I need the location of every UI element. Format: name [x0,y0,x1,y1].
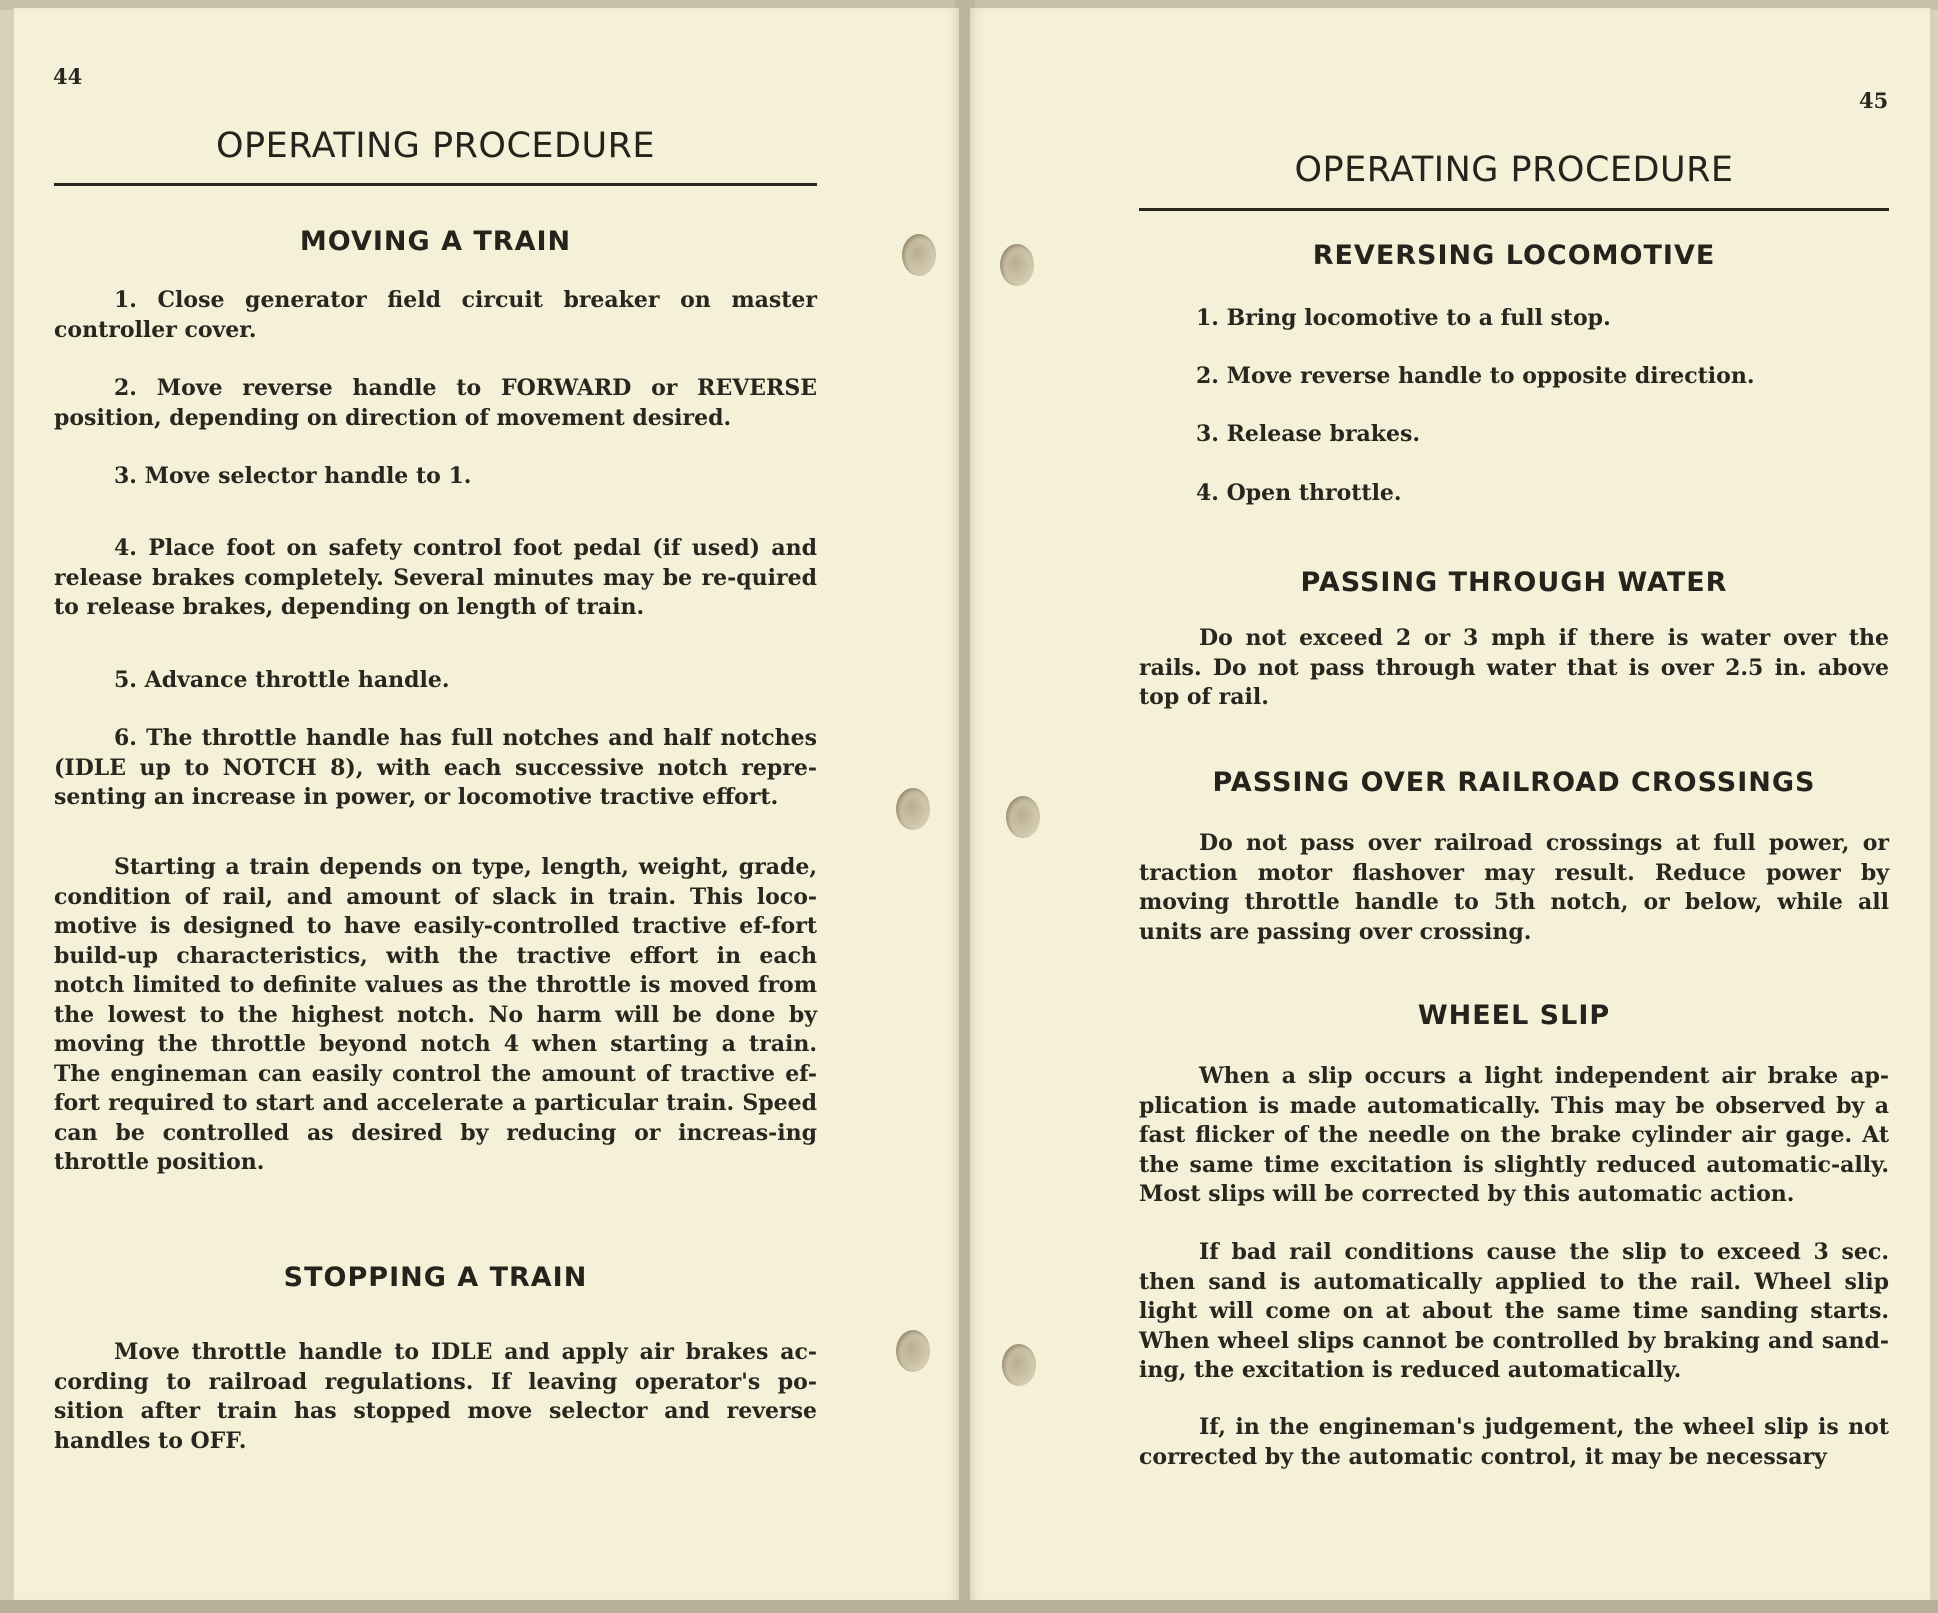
reversing-step-3: 3. Release brakes. [1196,421,1421,447]
reversing-step-4: 4. Open throttle. [1196,480,1402,506]
left-page [14,8,959,1603]
section-title-moving-a-train: MOVING A TRAIN [299,226,572,257]
section-title-stopping-a-train: STOPPING A TRAIN [283,1262,588,1293]
step-1: 1. Close generator field circuit breaker on master controller cover. [54,287,817,343]
section-title-passing-through-water: PASSING THROUGH WATER [1300,567,1728,598]
binder-hole [1006,796,1040,838]
page-header: OPERATING PROCEDURE [215,126,656,166]
wheel-slip-paragraph-2: If bad rail conditions cause the slip to exceed 3 sec. then sand is automatically applied to the rail. Wheel slip light will come on at about the same time sanding starts. When wheel slips cannot be controlled by braking and sand-ing, the excitation is reduced automatically. [1139,1239,1889,1383]
header-rule [1139,208,1889,211]
section-title-passing-over-railroad-crossings: PASSING OVER RAILROAD CROSSINGS [1212,767,1816,798]
step-6: 6. The throttle handle has full notches and half notches (IDLE up to NOTCH 8), with each successive notch repre-senting an increase in power, or locomotive tractive effort. [54,725,817,810]
page-number: 45 [1859,88,1889,113]
reversing-step-2: 2. Move reverse handle to opposite direction. [1196,363,1755,389]
section-title-reversing-locomotive: REVERSING LOCOMOTIVE [1312,240,1716,271]
step-2: 2. Move reverse handle to FORWARD or REVERSE position, depending on direction of movement desired. [54,375,817,431]
starting-train-paragraph: Starting a train depends on type, length, weight, grade, condition of rail, and amount of slack in train. This loco-motive is designed to have easily-controlled tractive ef-fort build-up characteristics, with the tractive effort in each notch limited to definite values as the throttle is moved from the lowest to the highest notch. No harm will be done by moving the throttle beyond notch 4 when starting a train. The engineman can easily control the amount of tractive ef-fort required to start and accelerate a particular train. Speed can be controlled as desired by reducing or increas-ing throttle position. [54,854,817,1175]
binder-hole [896,1330,930,1372]
stopping-paragraph: Move throttle handle to IDLE and apply air brakes ac-cording to railroad regulations. If leaving operator's po-sition after train has stopped move selector and reverse handles to OFF. [54,1339,817,1454]
page-number: 44 [53,64,83,89]
water-paragraph: Do not exceed 2 or 3 mph if there is water over the rails. Do not pass through water that is over 2.5 in. above top of rail. [1139,625,1889,710]
binder-hole [1002,1344,1036,1386]
section-title-wheel-slip: WHEEL SLIP [1417,1000,1611,1031]
step-3: 3. Move selector handle to 1. [114,463,472,489]
page-header: OPERATING PROCEDURE [1294,150,1734,190]
right-page [970,8,1930,1603]
crossings-paragraph: Do not pass over railroad crossings at full power, or traction motor flashover may result. Reduce power by moving throttle handle to 5th notch, or below, while all units are passing over crossing. [1139,830,1889,945]
wheel-slip-paragraph-1: When a slip occurs a light independent air brake ap-plication is made automatically. This may be observed by a fast flicker of the needle on the brake cylinder air gage. At the same time excitation is slightly reduced automatic-ally. Most slips will be corrected by this automatic action. [1139,1063,1889,1207]
binder-hole [902,234,936,276]
binder-hole [1000,244,1034,286]
step-5: 5. Advance throttle handle. [114,667,450,693]
wheel-slip-paragraph-3: If, in the engineman's judgement, the wheel slip is not corrected by the automatic control, it may be necessary [1139,1414,1889,1470]
reversing-step-1: 1. Bring locomotive to a full stop. [1196,305,1611,331]
header-rule [54,183,817,186]
binder-hole [896,788,930,830]
step-4: 4. Place foot on safety control foot pedal (if used) and release brakes completely. Several minutes may be re-quired to release brakes, depending on length of train. [54,535,817,620]
scan-edge-bottom [0,1600,1938,1613]
